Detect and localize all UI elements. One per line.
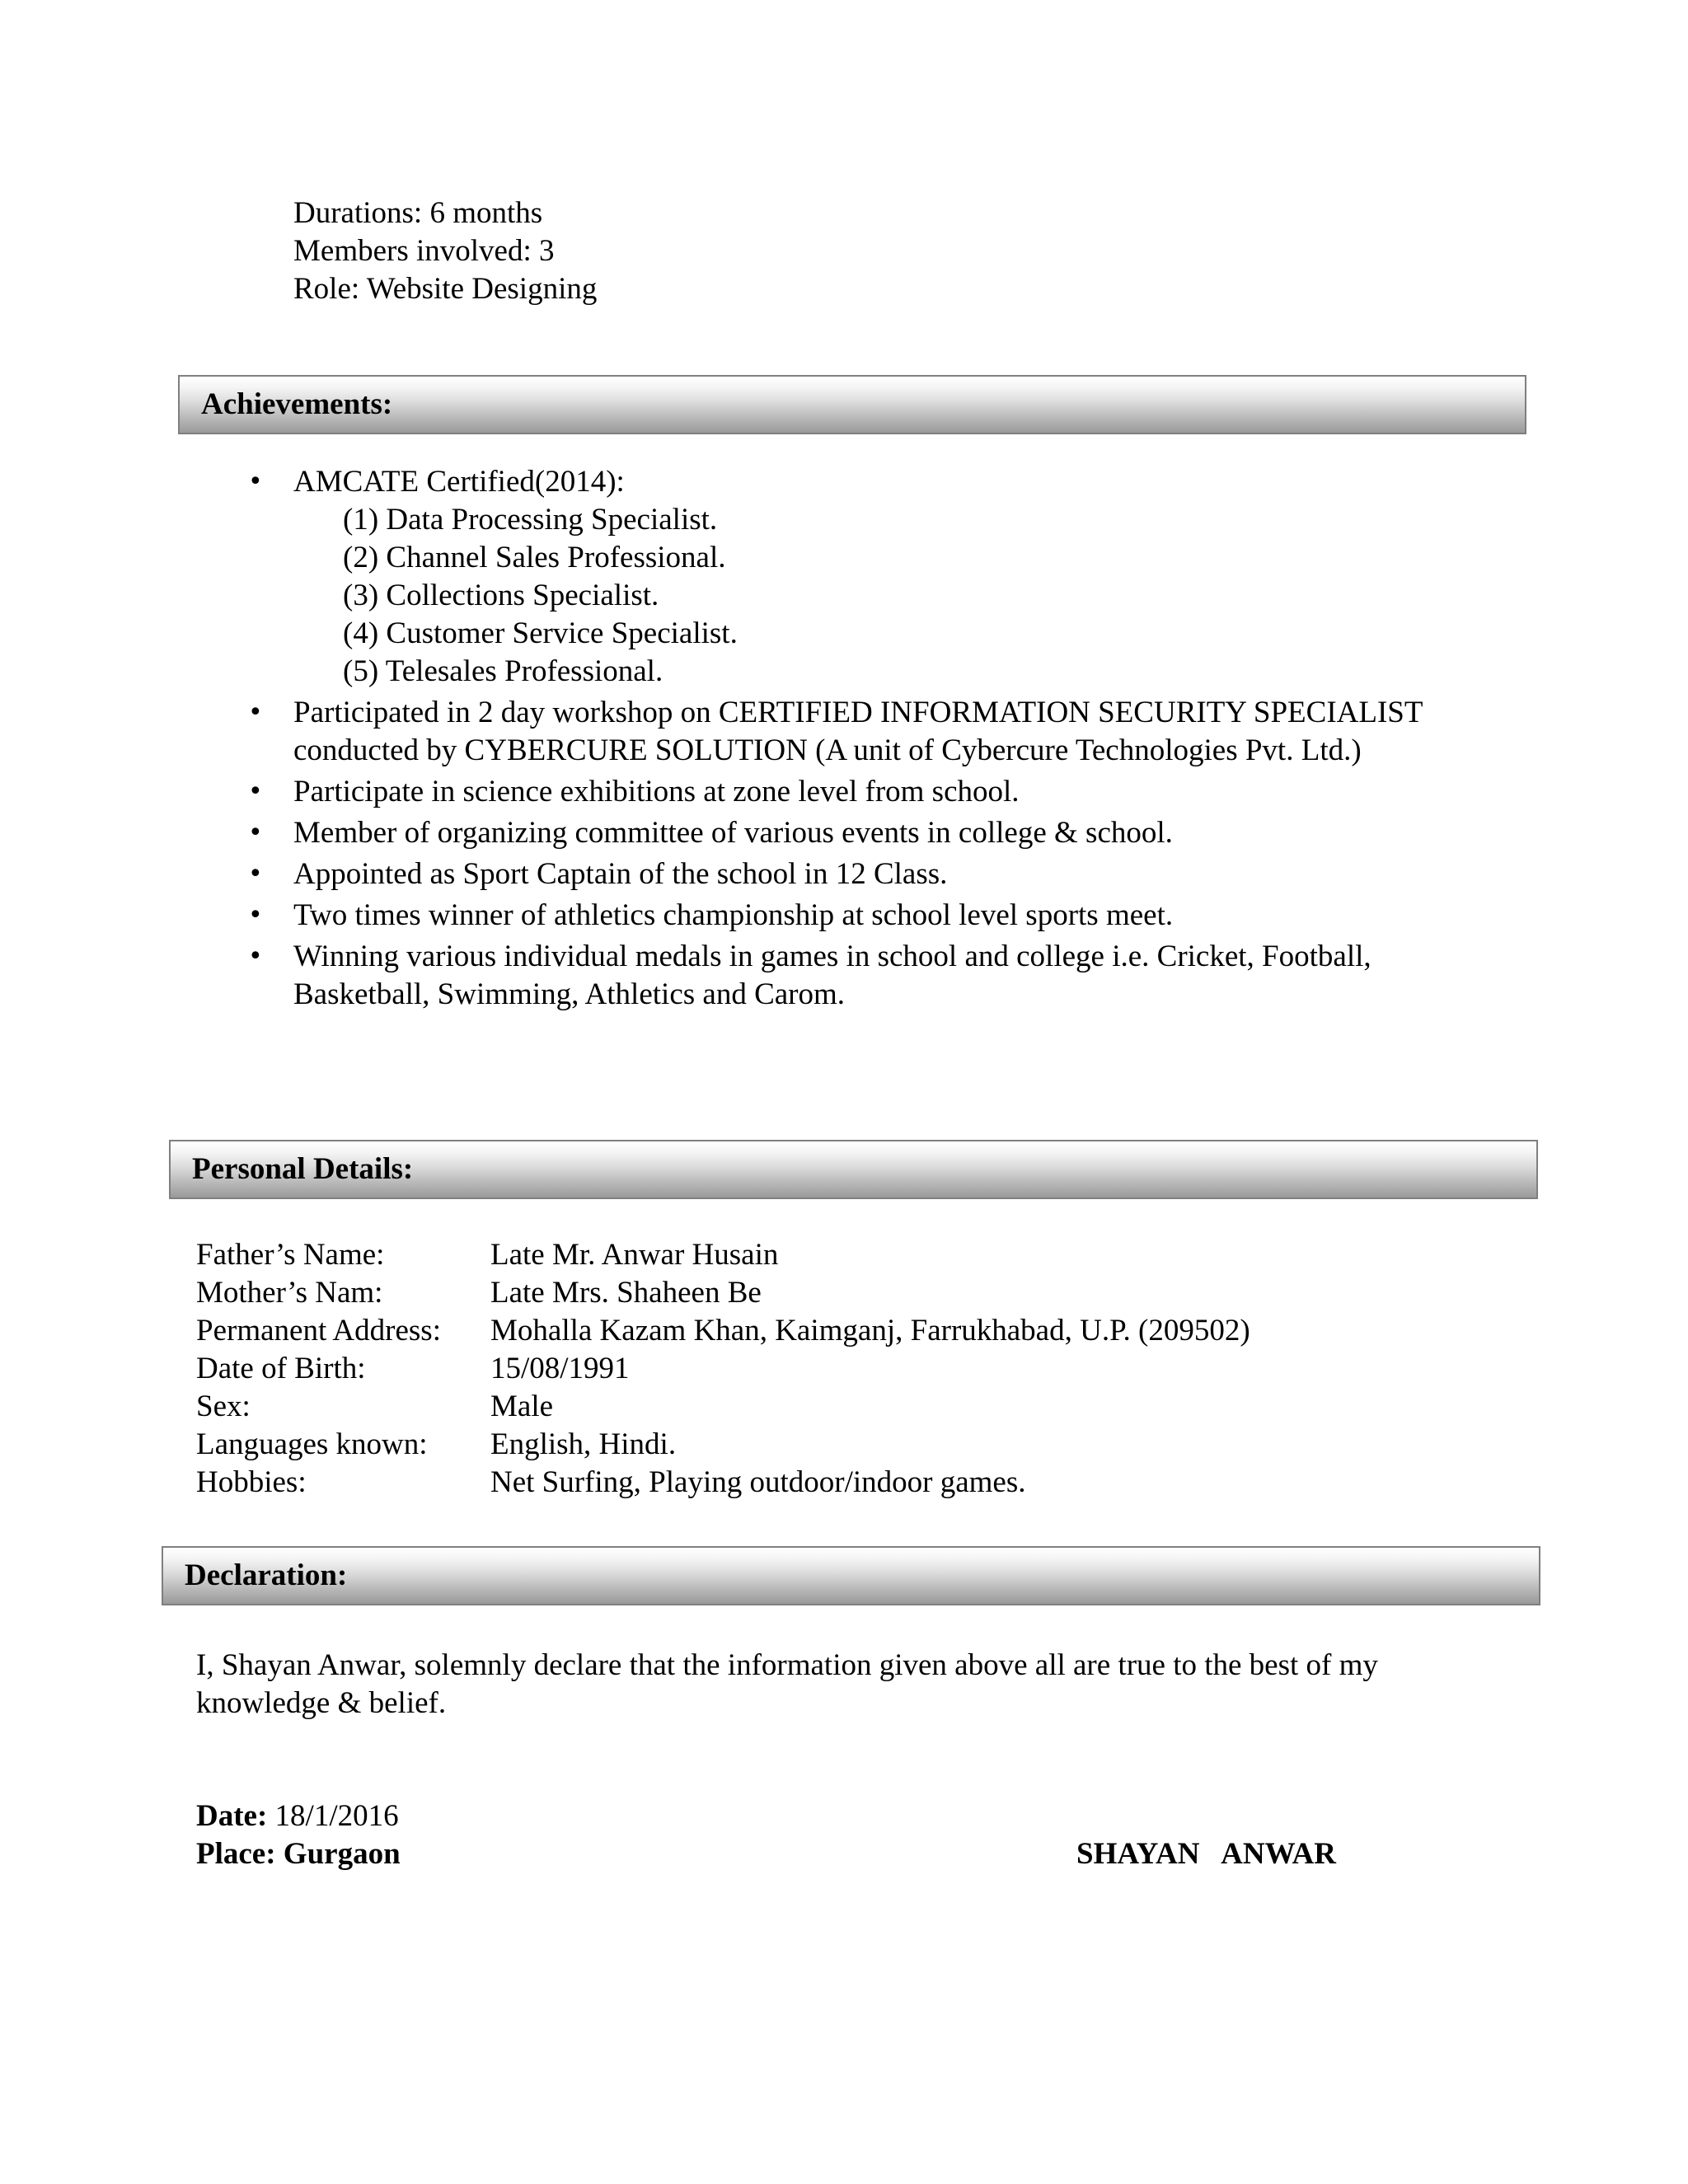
personal-row-address	[196, 1312, 1250, 1350]
amcate-item: (5) Telesales Professional.	[343, 654, 663, 688]
place-value: Gurgaon	[283, 1837, 401, 1871]
list-item: • Two times winner of athletics championship at school level sports meet.	[293, 897, 1472, 935]
place-label: Place:	[196, 1837, 276, 1871]
personal-details-header	[169, 1140, 1538, 1199]
achievements-heading: Achievements:	[201, 387, 393, 421]
amcate-item: (4) Customer Service Specialist.	[343, 616, 738, 650]
project-duration: Durations: 6 months	[293, 196, 543, 230]
declaration-heading: Declaration:	[185, 1558, 348, 1592]
row-label: Hobbies:	[196, 1465, 307, 1499]
personal-row-mother	[196, 1274, 762, 1312]
row-label: Languages known:	[196, 1427, 428, 1461]
amcate-item: (2) Channel Sales Professional.	[343, 541, 726, 574]
project-members: Members involved: 3	[293, 234, 555, 268]
achievements-header	[178, 375, 1526, 434]
row-label: Sex:	[196, 1390, 251, 1423]
row-label: Date of Birth:	[196, 1352, 366, 1385]
project-role: Role: Website Designing	[293, 272, 598, 306]
list-item	[293, 463, 1472, 691]
row-label: Mother’s Nam:	[196, 1276, 383, 1310]
date-line	[196, 1797, 399, 1835]
personal-row-dob	[196, 1350, 630, 1388]
list-item: • Participate in science exhibitions at zone level from school.	[293, 773, 1472, 811]
achievements-list	[293, 463, 1472, 1014]
row-value: Net Surfing, Playing outdoor/indoor games.	[490, 1465, 1026, 1499]
row-label: Father’s Name:	[196, 1238, 385, 1272]
declaration-header	[162, 1546, 1540, 1605]
date-value: 18/1/2016	[274, 1799, 399, 1833]
amcate-item: (3) Collections Specialist.	[343, 579, 659, 612]
row-value: 15/08/1991	[490, 1352, 630, 1385]
personal-row-sex	[196, 1388, 553, 1426]
list-item: • Participated in 2 day workshop on CERTIFIED INFORMATION SECURITY SPECIALIST conducted by CYBERCURE SOLUTION (A unit of Cybercure Technologies Pvt. Ltd.)	[293, 694, 1472, 770]
personal-row-hobbies	[196, 1464, 1026, 1502]
row-value: Late Mr. Anwar Husain	[490, 1238, 779, 1272]
date-label: Date:	[196, 1799, 268, 1833]
declaration-text: I, Shayan Anwar, solemnly declare that the information given above all are true to the best of my knowledge & belief.	[196, 1648, 1378, 1720]
personal-row-father	[196, 1236, 778, 1274]
list-item: • Winning various individual medals in games in school and college i.e. Cricket, Football, Basketball, Swimming, Athletics and Carom.	[293, 938, 1472, 1014]
list-item: • Appointed as Sport Captain of the school in 12 Class.	[293, 855, 1472, 893]
signature-name: SHAYAN ANWAR	[1076, 1837, 1336, 1871]
personal-details-heading: Personal Details:	[192, 1152, 414, 1186]
row-value: Male	[490, 1390, 554, 1423]
amcate-item: (1) Data Processing Specialist.	[343, 503, 718, 537]
place-line	[196, 1835, 401, 1873]
amcate-sublist	[293, 501, 1472, 691]
personal-row-languages	[196, 1426, 676, 1464]
row-value: English, Hindi.	[490, 1427, 677, 1461]
amcate-title: • AMCATE Certified(2014):	[293, 465, 625, 499]
list-item: • Member of organizing committee of various events in college & school.	[293, 814, 1472, 852]
row-value: Mohalla Kazam Khan, Kaimganj, Farrukhabad, U.P. (209502)	[490, 1314, 1250, 1347]
row-value: Late Mrs. Shaheen Be	[490, 1276, 762, 1310]
row-label: Permanent Address:	[196, 1314, 441, 1347]
